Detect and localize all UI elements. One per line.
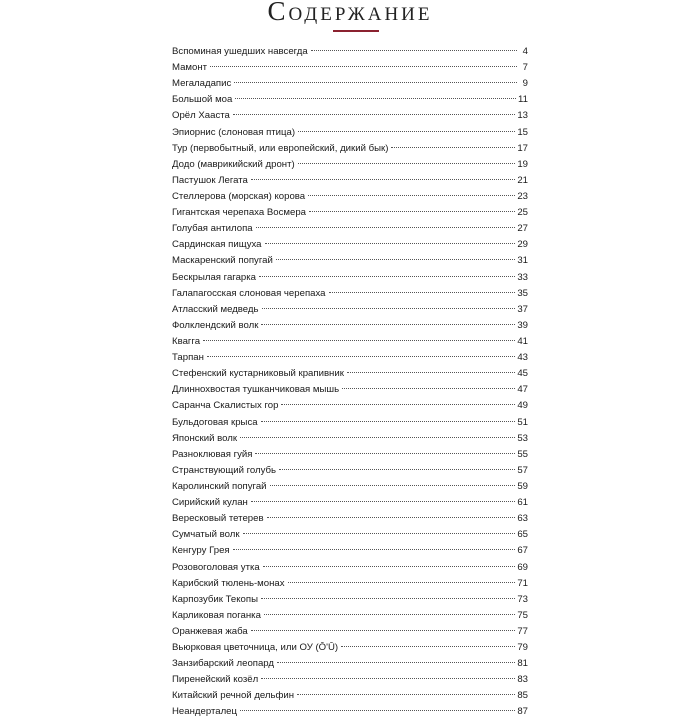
dot-leader [298,163,516,164]
dot-leader [259,276,515,277]
toc-entry [172,463,528,479]
toc-entry-page-number: 35 [517,287,528,299]
toc-entry-title: Сардинская пищуха [172,239,262,251]
dot-leader [261,421,516,422]
toc-entry-page-number: 57 [517,464,528,476]
toc-entry [172,592,528,608]
dot-leader [270,485,516,486]
toc-entry [172,640,528,656]
toc-entry-title: Занзибарский леопард [172,658,275,670]
toc-entry-title: Стефенский кустарниковый крапивник [172,368,344,380]
toc-entry [172,60,528,76]
toc-entry-title: Бульдоговая крыса [172,416,258,428]
toc-entry-title: Розовоголовая утка [172,561,260,573]
toc-entry [172,92,528,108]
toc-entry-title: Карликовая поганка [172,609,261,621]
toc-entry [172,366,528,382]
toc-entry [172,608,528,624]
toc-entry [172,205,528,221]
toc-entry [172,318,528,334]
toc-entry-title: Кенгуру Грея [172,545,230,557]
toc-entry [172,495,528,511]
dot-leader [251,501,515,502]
dot-leader [281,404,515,405]
toc-entry-title: Карибский тюлень-монах [172,577,285,589]
toc-entry [172,543,528,559]
toc-entry [172,447,528,463]
toc-entry-title: Длиннохвостая тушканчиковая мышь [172,384,340,396]
toc-entry-page-number: 13 [517,110,528,122]
toc-entry-page-number: 43 [517,352,528,364]
toc-entry-title: Каролинский попугай [172,480,267,492]
toc-entry-page-number: 73 [517,593,528,605]
toc-entry-title: Китайский речной дельфин [172,690,295,702]
toc-entry-title: Вьюрковая цветочница, или ОУ (Ō'Ū) [172,642,339,654]
toc-entry [172,108,528,124]
toc-entry [172,511,528,527]
dot-leader [261,678,515,679]
dot-leader [207,356,515,357]
dot-leader [297,694,515,695]
dot-leader [255,453,515,454]
toc-entry-title: Пиренейский козёл [172,674,259,686]
dot-leader [264,614,515,615]
dot-leader [251,179,515,180]
dot-leader [210,66,517,67]
toc-entry-title: Оранжевая жаба [172,625,248,637]
toc-entry-page-number: 59 [517,480,528,492]
toc-entry-title: Голубая антилопа [172,223,253,235]
dot-leader [309,211,515,212]
toc-entry-page-number: 77 [517,625,528,637]
toc-entry [172,688,528,704]
toc-entry-title: Карпозубик Текопы [172,593,258,605]
page-title: Содержание [267,0,433,26]
toc-entry [172,527,528,543]
toc-entry-page-number: 11 [518,94,528,106]
toc-entry-title: Галапагосская слоновая черепаха [172,287,326,299]
toc-entry-title: Додо (маврикийский дронт) [172,158,295,170]
toc-entry [172,350,528,366]
dot-leader [261,324,515,325]
dot-leader [288,582,516,583]
toc-entry-title: Японский волк [172,432,238,444]
toc-entry-title: Фолклендский волк [172,319,259,331]
toc-entry [172,125,528,141]
toc-entry-page-number: 49 [517,400,528,412]
toc-entry-title: Эпиорнис (слоновая птица) [172,126,296,138]
dot-leader [347,372,515,373]
toc-entry [172,415,528,431]
table-of-contents [172,44,528,721]
toc-entry-page-number: 39 [517,319,528,331]
toc-entry-page-number: 41 [517,335,528,347]
toc-entry [172,157,528,173]
toc-entry-page-number: 7 [522,62,528,74]
toc-entry-title: Тарпан [172,352,204,364]
toc-entry-page-number: 19 [517,158,528,170]
toc-entry-title: Тур (первобытный, или европейский, дикий бык) [172,142,389,154]
toc-entry-title: Вересковый тетерев [172,513,264,525]
toc-entry-page-number: 85 [517,690,528,702]
toc-entry [172,398,528,414]
toc-entry-page-number: 23 [517,190,528,202]
dot-leader [341,646,515,647]
toc-entry-page-number: 25 [517,207,528,219]
dot-leader [298,131,515,132]
toc-entry [172,382,528,398]
title-underline [333,30,379,32]
toc-entry [172,253,528,269]
toc-entry-page-number: 69 [517,561,528,573]
toc-entry-title: Саранча Скалистых гор [172,400,279,412]
toc-entry-page-number: 21 [517,174,528,186]
toc-entry-page-number: 33 [517,271,528,283]
dot-leader [329,292,516,293]
dot-leader [251,630,516,631]
toc-entry-page-number: 81 [517,658,528,670]
dot-leader [240,710,515,711]
toc-entry-page-number: 87 [517,706,528,718]
toc-entry-page-number: 75 [517,609,528,621]
toc-entry-title: Квагга [172,335,201,347]
dot-leader [279,469,515,470]
toc-entry-page-number: 79 [517,642,528,654]
dot-leader [233,114,515,115]
toc-entry-title: Сирийский кулан [172,497,248,509]
toc-entry-title: Мегаладапис [172,78,232,90]
dot-leader [342,388,515,389]
toc-entry-title: Стеллерова (морская) корова [172,190,306,202]
toc-entry-page-number: 47 [517,384,528,396]
dot-leader [276,259,515,260]
toc-entry [172,560,528,576]
toc-entry [172,189,528,205]
toc-entry-page-number: 61 [517,497,528,509]
toc-entry [172,656,528,672]
toc-entry-title: Разноклювая гуйя [172,448,253,460]
toc-entry [172,704,528,720]
toc-entry [172,173,528,189]
toc-entry-page-number: 51 [517,416,528,428]
toc-entry-page-number: 29 [517,239,528,251]
toc-entry [172,334,528,350]
toc-entry-title: Гигантская черепаха Восмера [172,207,306,219]
toc-entry-title: Атласский медведь [172,303,259,315]
toc-entry-page-number: 45 [517,368,528,380]
toc-entry-page-number: 31 [517,255,528,267]
toc-entry [172,141,528,157]
toc-entry [172,221,528,237]
toc-entry-page-number: 63 [517,513,528,525]
toc-entry [172,576,528,592]
toc-entry [172,237,528,253]
toc-entry-page-number: 37 [517,303,528,315]
toc-entry-title: Мамонт [172,62,208,74]
dot-leader [265,243,516,244]
toc-entry-page-number: 71 [517,577,528,589]
toc-entry [172,270,528,286]
toc-entry-title: Странствующий голубь [172,464,277,476]
toc-entry [172,44,528,60]
toc-entry [172,624,528,640]
toc-entry-page-number: 83 [517,674,528,686]
toc-entry-title: Пастушок Легата [172,174,248,186]
toc-entry [172,286,528,302]
dot-leader [235,98,516,99]
toc-entry-page-number: 4 [522,46,528,57]
dot-leader [240,437,515,438]
toc-entry-page-number: 9 [522,78,528,90]
dot-leader [391,147,515,148]
toc-entry-page-number: 17 [517,142,528,154]
dot-leader [243,533,516,534]
toc-entry-page-number: 65 [517,529,528,541]
toc-entry-title: Сумчатый волк [172,529,240,541]
toc-entry-page-number: 55 [517,448,528,460]
dot-leader [263,566,516,567]
toc-entry-title: Неандерталец [172,706,238,718]
dot-leader [261,598,515,599]
dot-leader [277,662,515,663]
toc-entry-page-number: 53 [517,432,528,444]
dot-leader [256,227,516,228]
toc-entry-page-number: 15 [517,126,528,138]
toc-entry [172,479,528,495]
toc-entry [172,302,528,318]
toc-entry-title: Вспоминая ушедших навсегда [172,46,308,57]
toc-entry [172,76,528,92]
toc-entry-page-number: 27 [517,223,528,235]
toc-entry [172,431,528,447]
dot-leader [203,340,515,341]
dot-leader [234,82,517,83]
dot-leader [308,195,515,196]
toc-entry-title: Бескрылая гагарка [172,271,256,283]
toc-entry-title: Орёл Хааста [172,110,230,122]
dot-leader [267,517,516,518]
toc-entry [172,672,528,688]
toc-entry-title: Маскаренский попугай [172,255,273,267]
dot-leader [262,308,516,309]
toc-entry-title: Большой моа [172,94,233,106]
toc-entry-page-number: 67 [517,545,528,557]
dot-leader [233,549,516,550]
dot-leader [311,50,517,51]
